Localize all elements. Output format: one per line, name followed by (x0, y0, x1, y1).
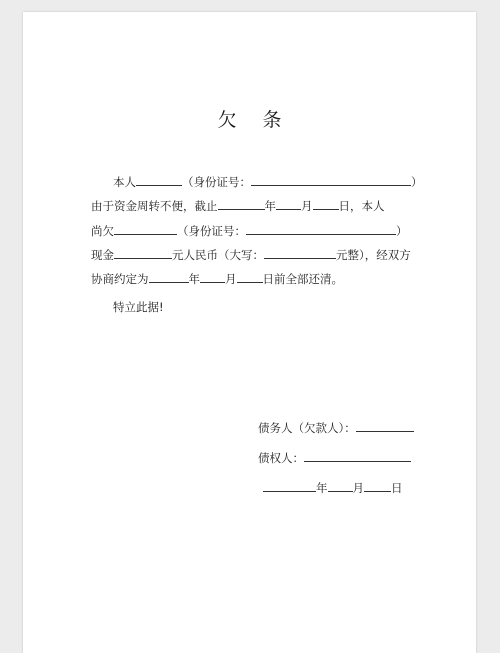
id-number-blank[interactable] (246, 222, 396, 235)
repay-month-blank[interactable] (200, 270, 225, 283)
body-line-6 (113, 300, 164, 314)
text-segment: ） (396, 224, 408, 238)
date-day-blank[interactable] (313, 197, 339, 210)
body-line-4 (91, 246, 411, 262)
debtor-signature-blank[interactable] (356, 419, 414, 432)
debtor-signature-line (258, 419, 414, 435)
body-line-5 (91, 270, 343, 286)
body-line-1 (113, 173, 423, 189)
text-segment: 年 (264, 199, 276, 213)
text-segment: 元整），经双方 (336, 248, 411, 262)
amount-owed-blank[interactable] (114, 222, 177, 235)
creditor-signature-line (258, 449, 411, 465)
text-segment: 年 (316, 481, 328, 495)
sign-month-blank[interactable] (328, 479, 353, 492)
text-segment: 本人 (113, 175, 136, 189)
name-blank[interactable] (136, 173, 182, 186)
id-number-blank[interactable] (251, 173, 411, 186)
text-segment: 日前全部还清。 (262, 272, 343, 286)
text-segment: 元人民币（大写： (172, 248, 264, 262)
amount-number-blank[interactable] (114, 246, 172, 259)
text-segment: 现金 (91, 248, 114, 262)
date-month-blank[interactable] (276, 197, 301, 210)
text-segment: 年 (188, 272, 200, 286)
creditor-signature-blank[interactable] (304, 449, 411, 462)
body-line-3 (91, 222, 408, 238)
text-segment: 日 (391, 481, 403, 495)
creditor-label: 债权人： (258, 451, 304, 465)
signature-date-line (263, 479, 403, 495)
repay-year-blank[interactable] (149, 270, 189, 283)
text-segment: 日，本人 (338, 199, 385, 213)
text-segment: 协商约定为 (91, 272, 149, 286)
sign-year-blank[interactable] (263, 479, 316, 492)
debtor-label: 债务人（欠款人）： (258, 421, 356, 435)
repay-day-blank[interactable] (237, 270, 263, 283)
text-segment: ） (411, 175, 423, 189)
text-segment: 尚欠 (91, 224, 114, 238)
date-year-blank[interactable] (218, 197, 265, 210)
amount-uppercase-blank[interactable] (264, 246, 336, 259)
text-segment: 月 (352, 481, 364, 495)
text-segment: 月 (225, 272, 237, 286)
text-segment: 月 (301, 199, 313, 213)
sign-day-blank[interactable] (364, 479, 391, 492)
document-page (23, 12, 476, 653)
closing-statement: 特立此据! (113, 300, 164, 314)
document-title: 欠 条 (217, 109, 292, 131)
body-line-2 (91, 197, 385, 213)
text-segment: （身份证号： (177, 224, 246, 238)
text-segment: 由于资金周转不便，截止 (91, 199, 218, 213)
text-segment: （身份证号： (182, 175, 251, 189)
